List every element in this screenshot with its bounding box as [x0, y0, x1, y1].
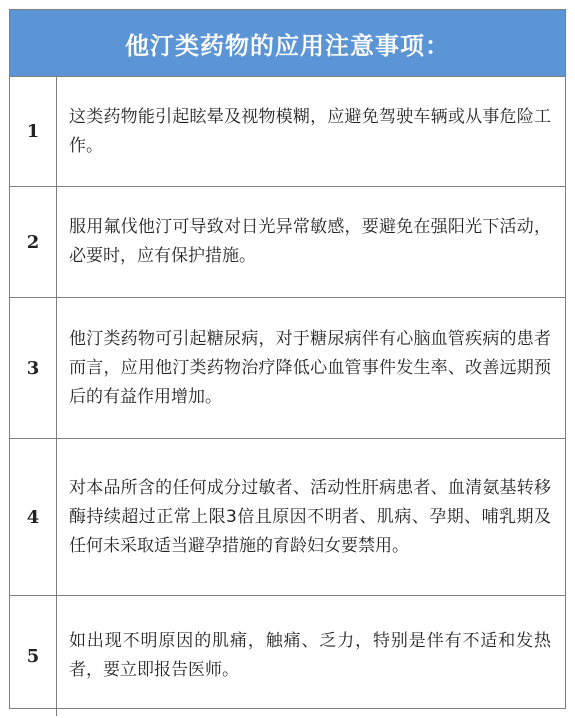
item-text: 他汀类药物可引起糖尿病，对于糖尿病伴有心脑血管疾病的患者而言，应用他汀类药物治疗降低心血管事件发生率、改善远期预后的有益作用增加。 — [57, 298, 566, 439]
table-title: 他汀类药物的应用注意事项： — [10, 10, 565, 77]
item-text: 对本品所含的任何成分过敏者、活动性肝病患者、血清氨基转移酶持续超过正常上限3倍且原因不明者、肌病、孕期、哺乳期及任何未采取适当避孕措施的育龄妇女要禁用。 — [57, 439, 566, 596]
table-row — [10, 439, 565, 596]
precautions-table — [9, 9, 566, 709]
item-text: 这类药物能引起眩晕及视物模糊，应避免驾驶车辆或从事危险工作。 — [69, 106, 551, 156]
table-row — [10, 596, 565, 717]
item-text: 服用氟伐他汀可导致对日光异常敏感，要避免在强阳光下活动，必要时，应有保护措施。 — [57, 187, 566, 298]
item-number: 2 — [10, 187, 57, 298]
item-number: 3 — [10, 298, 57, 439]
table-row — [10, 77, 565, 187]
item-text: 如出现不明原因的肌痛，触痛、乏力，特别是伴有不适和发热者，要立即报告医师。 — [57, 596, 566, 717]
item-number: 4 — [10, 439, 57, 596]
table-row — [10, 187, 565, 298]
precautions-list — [10, 77, 565, 716]
table-row — [10, 298, 565, 439]
item-number: 5 — [10, 596, 57, 717]
item-number: 1 — [10, 77, 57, 187]
